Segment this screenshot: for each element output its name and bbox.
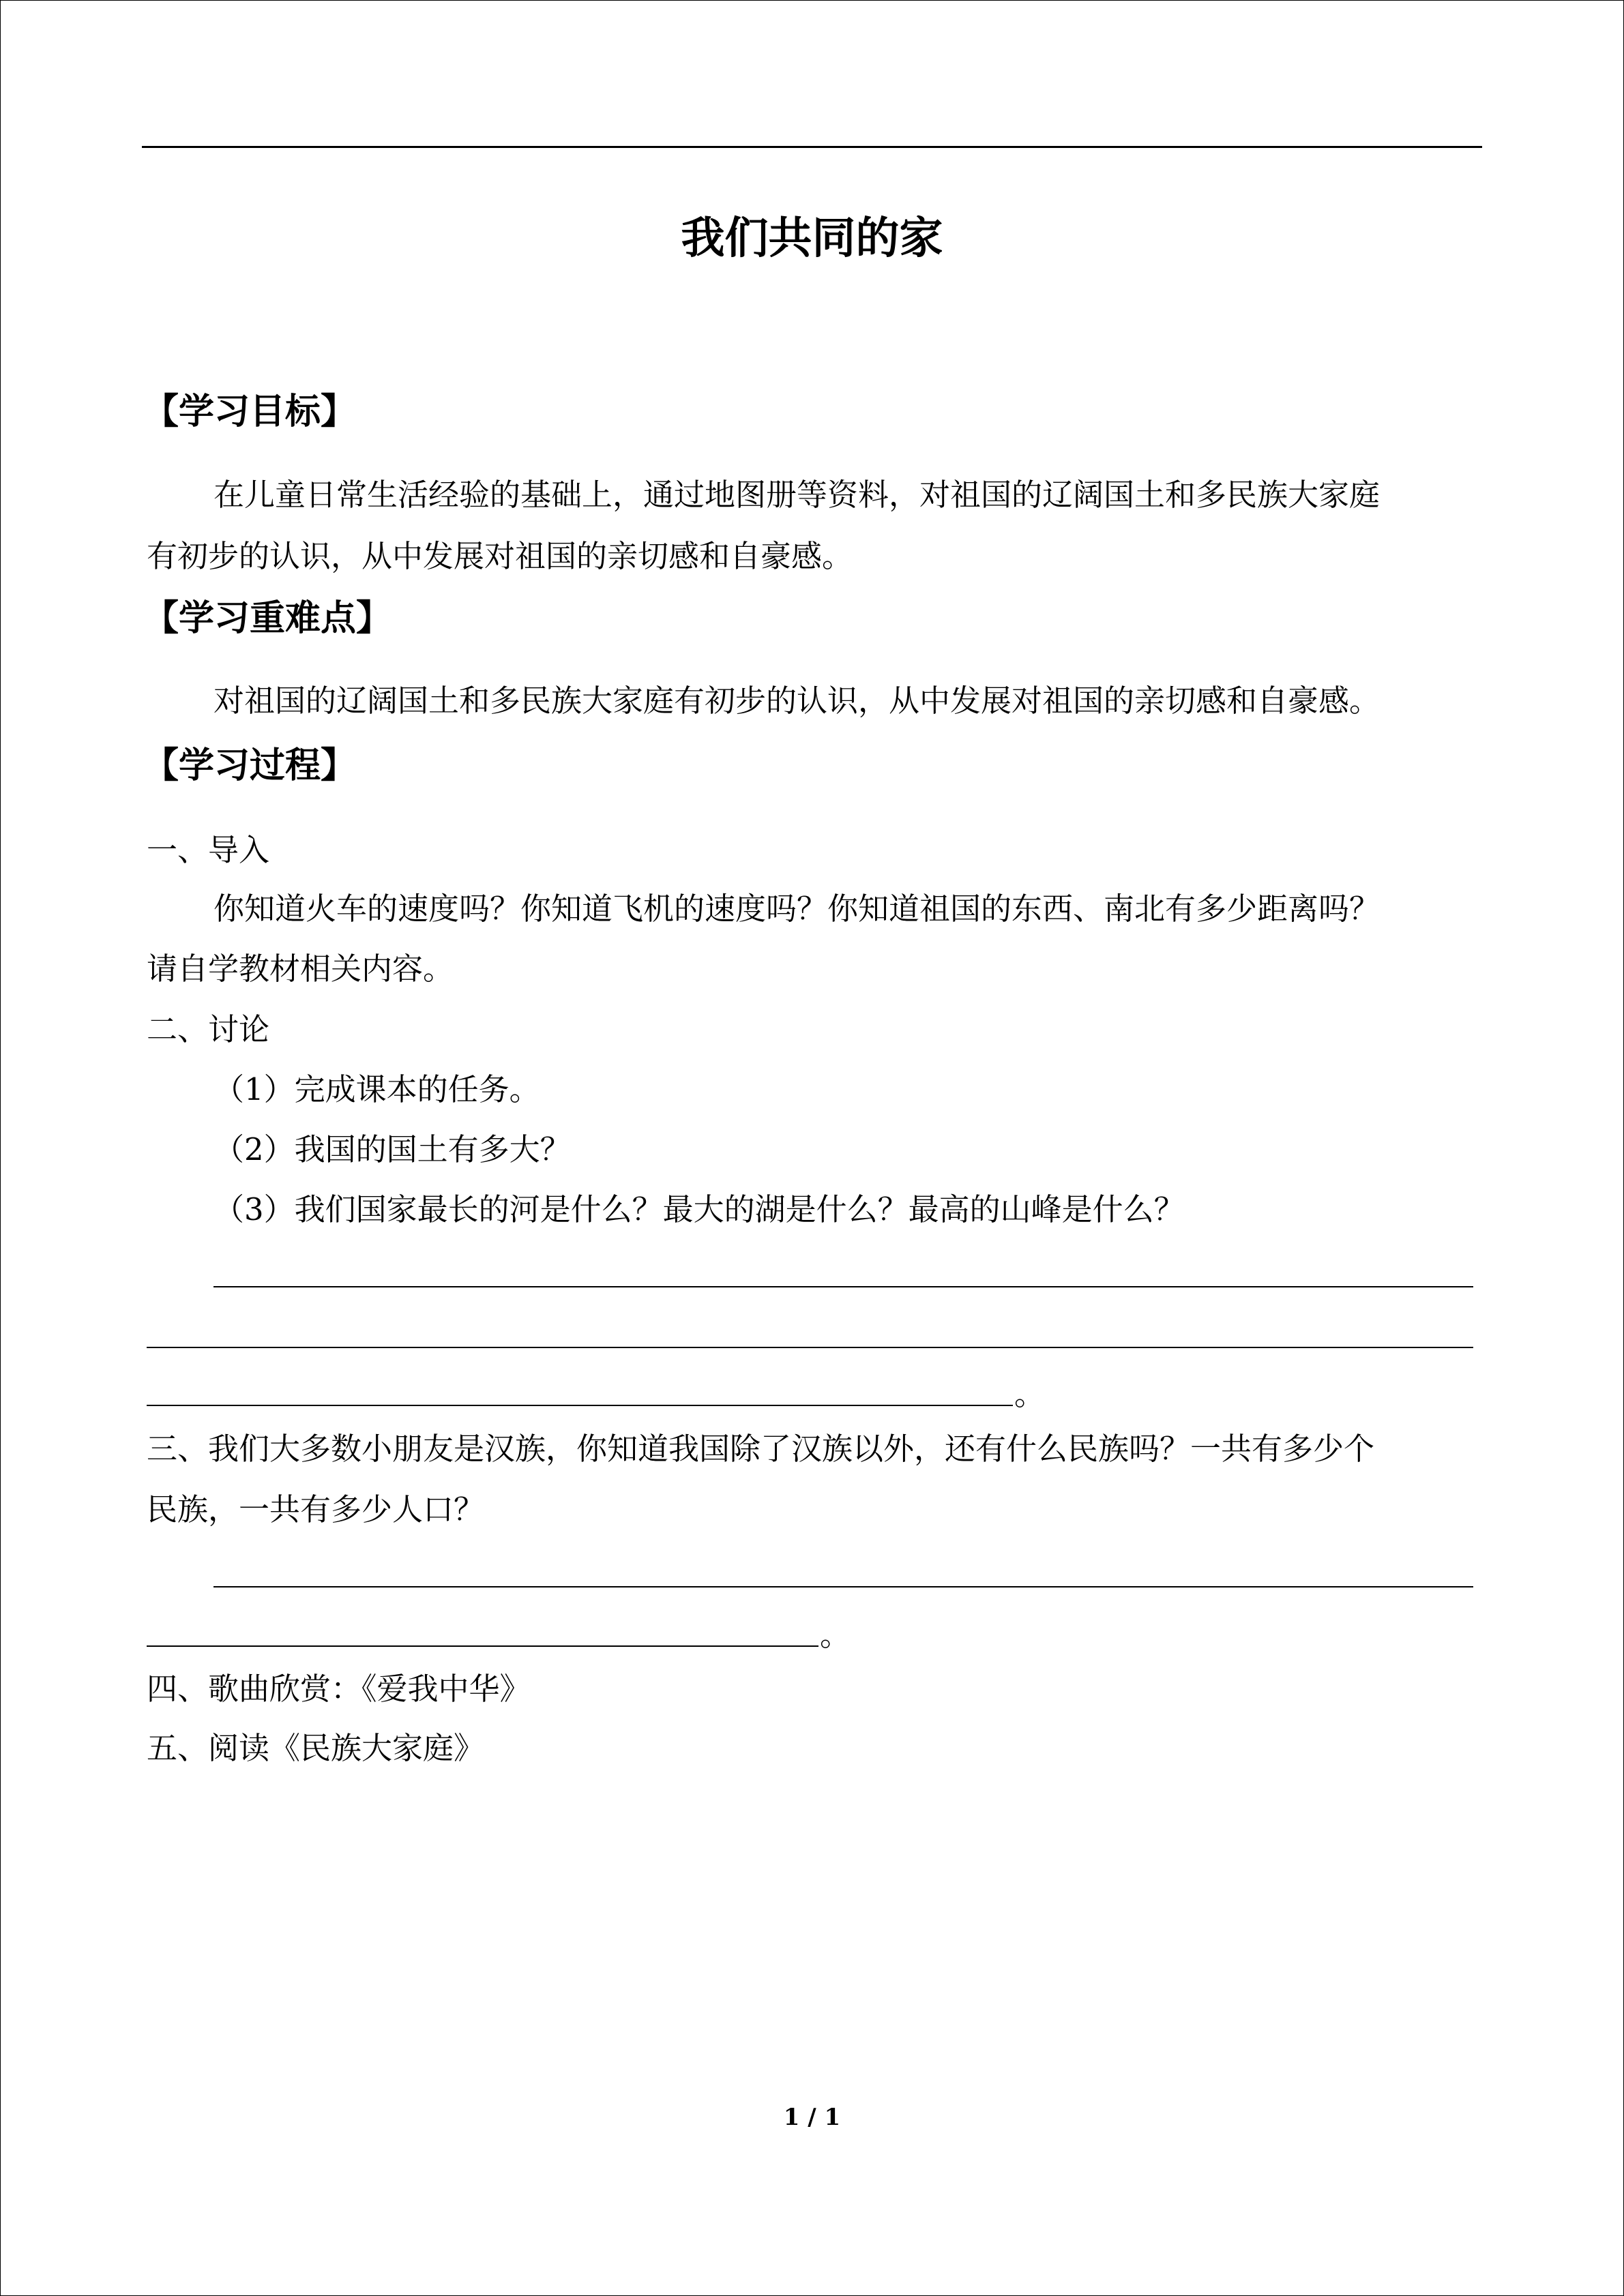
- answer-blank-end-period: 。: [1014, 1376, 1046, 1412]
- key-points-text: 对祖国的辽阔国土和多民族大家庭有初步的认识，从中发展对祖国的亲切感和自豪感。: [213, 683, 1381, 719]
- objectives-text-line-2: 有初步的认识，从中发展对祖国的亲切感和自豪感。: [147, 538, 853, 574]
- part-4-title: 四、歌曲欣赏：《爱我中华》: [147, 1671, 531, 1707]
- part-3-text-line-2: 民族，一共有多少人口？: [147, 1491, 485, 1527]
- part-2-item-2: （2）我国的国土有多大？: [213, 1131, 571, 1167]
- objectives-heading: 【学习目标】: [143, 391, 357, 432]
- part-1-text-line-2: 请自学教材相关内容。: [147, 951, 454, 987]
- part-2-item-3: （3）我们国家最长的河是什么？最大的湖是什么？最高的山峰是什么？: [213, 1191, 1185, 1227]
- process-heading: 【学习过程】: [143, 745, 357, 786]
- part-1-title: 一、导入: [147, 832, 270, 868]
- answer-blank-line[interactable]: [213, 1286, 1473, 1287]
- answer-blank-line[interactable]: [147, 1645, 818, 1647]
- part-2-title: 二、讨论: [147, 1011, 270, 1047]
- part-5-title: 五、阅读《民族大家庭》: [147, 1730, 485, 1766]
- header-rule: [142, 146, 1482, 148]
- answer-blank-line[interactable]: [213, 1586, 1473, 1587]
- part-1-text-line-1: 你知道火车的速度吗？你知道飞机的速度吗？你知道祖国的东西、南北有多少距离吗？: [213, 891, 1381, 927]
- objectives-text-line-1: 在儿童日常生活经验的基础上，通过地图册等资料，对祖国的辽阔国土和多民族大家庭: [213, 477, 1381, 513]
- page-number: 1 / 1: [783, 2104, 841, 2131]
- part-2-item-1: （1）完成课本的任务。: [213, 1071, 540, 1107]
- key-points-heading: 【学习重难点】: [143, 598, 392, 639]
- answer-blank-line[interactable]: [147, 1405, 1013, 1406]
- answer-blank-line[interactable]: [147, 1347, 1473, 1348]
- page-title: 我们共同的家: [681, 213, 943, 264]
- part-3-text-line-1: 三、我们大多数小朋友是汉族，你知道我国除了汉族以外，还有什么民族吗？一共有多少个: [147, 1431, 1375, 1467]
- answer-blank-end-period: 。: [820, 1617, 851, 1653]
